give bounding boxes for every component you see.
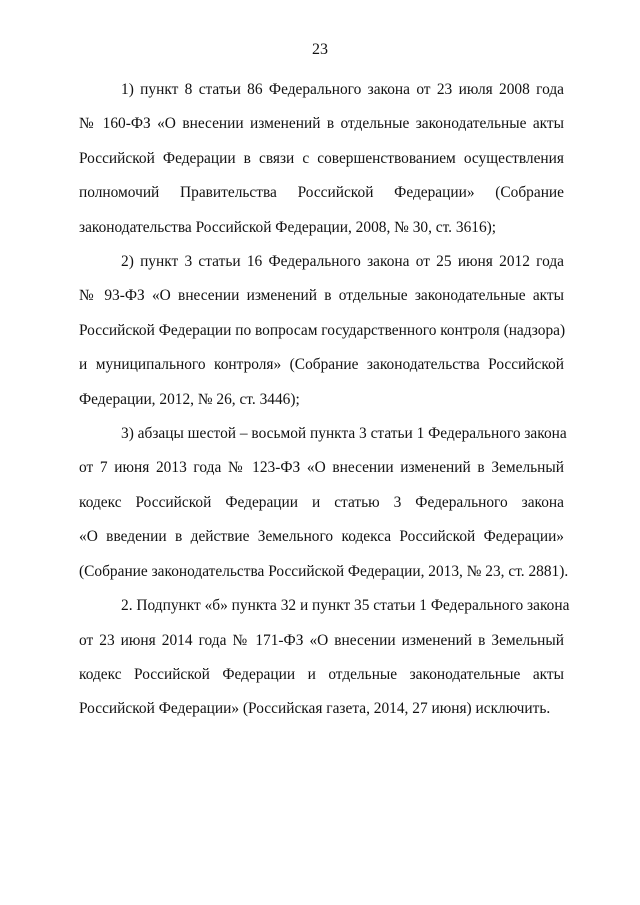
text-line: Российской Федерации в связи с совершенствованием осуществления xyxy=(79,149,564,167)
text-line: «О введении в действие Земельного кодекса Российской Федерации» xyxy=(79,528,564,546)
text-line: и муниципального контроля» (Собрание законодательства Российской xyxy=(79,356,564,374)
text-line: 2. Подпункт «б» пункта 32 и пункт 35 статьи 1 Федерального закона xyxy=(121,597,570,615)
text-line: (Собрание законодательства Российской Федерации, 2013, № 23, ст. 2881). xyxy=(79,562,569,580)
page-number: 23 xyxy=(312,41,328,58)
text-line: кодекс Российской Федерации и отдельные законодательные акты xyxy=(79,665,564,683)
paragraph-item-1 xyxy=(79,73,564,245)
text-line: 1) пункт 8 статьи 86 Федерального закона от 23 июля 2008 года xyxy=(121,81,564,98)
text-line: Российской Федерации» (Российская газета, 2014, 27 июня) исключить. xyxy=(79,700,551,718)
paragraph-item-2 xyxy=(79,245,564,417)
text-line: кодекс Российской Федерации и статью 3 Федерального закона xyxy=(79,493,564,511)
text-line: Российской Федерации по вопросам государственного контроля (надзора) xyxy=(79,321,566,339)
text-line: законодательства Российской Федерации, 2008, № 30, ст. 3616); xyxy=(79,218,497,236)
document-body xyxy=(79,73,570,727)
text-line: № 160-ФЗ «О внесении изменений в отдельные законодательные акты xyxy=(79,115,564,133)
text-line: от 23 июня 2014 года № 171-ФЗ «О внесении изменений в Земельный xyxy=(79,631,564,649)
text-line: от 7 июня 2013 года № 123-ФЗ «О внесении изменений в Земельный xyxy=(79,459,564,477)
text-line: 3) абзацы шестой – восьмой пункта 3 статьи 1 Федерального закона xyxy=(121,425,567,443)
text-line: 2) пункт 3 статьи 16 Федерального закона от 25 июня 2012 года xyxy=(121,253,564,271)
paragraph-clause-2 xyxy=(79,589,570,727)
text-line: Федерации, 2012, № 26, ст. 3446); xyxy=(79,390,300,408)
text-line: полномочий Правительства Российской Федерации» (Собрание xyxy=(79,184,564,202)
paragraph-item-3 xyxy=(79,417,569,589)
text-line: № 93-ФЗ «О внесении изменений в отдельные законодательные акты xyxy=(79,287,564,305)
